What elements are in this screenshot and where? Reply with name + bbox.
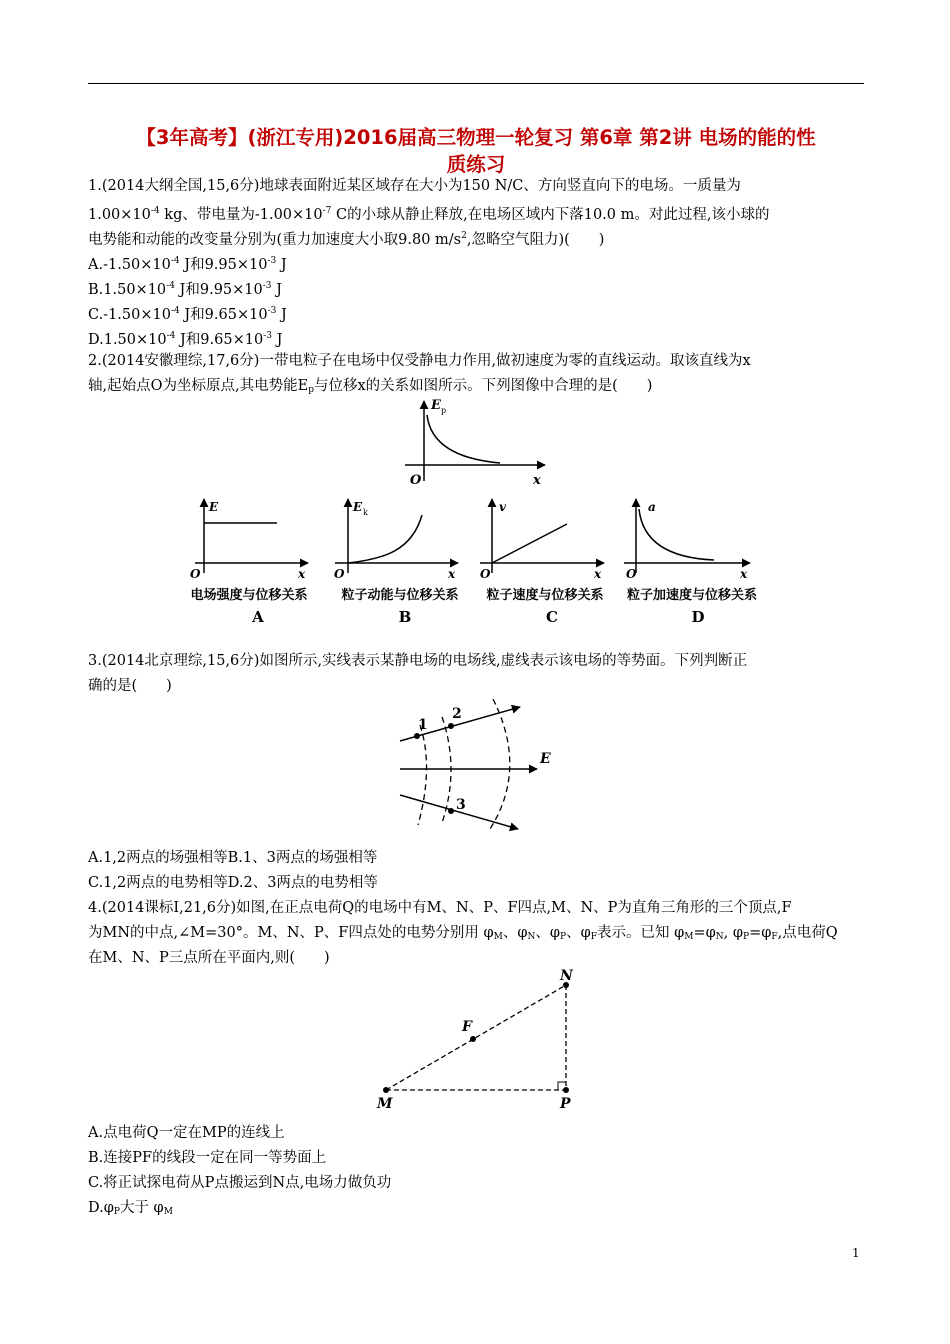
q3-point-3-label: 3 <box>456 797 466 813</box>
q2-main-y-label: E <box>431 398 441 413</box>
q2-main-x-label: x <box>533 473 541 488</box>
q2-graph-b-caption: 粒子动能与位移关系 <box>341 588 459 603</box>
q2-graph-c-caption: 粒子速度与位移关系 <box>486 588 604 603</box>
q2-main-y-sub: p <box>441 406 447 415</box>
q2-graph-a-origin: O <box>190 567 201 581</box>
q2-graph-d-caption: 粒子加速度与位移关系 <box>626 588 758 603</box>
q3-point-2-label: 2 <box>452 706 462 722</box>
q2-graph-a-x-label: x <box>298 567 306 581</box>
q2-graph-b-y-label: E <box>353 500 363 514</box>
q2-graph-d-y-label: a <box>648 500 656 514</box>
q4-option-c: C.将正试探电荷从P点搬运到N点,电场力做负功 <box>88 1175 392 1191</box>
q4-option-d: $D.\varphi_P$大于 $\varphi_M$ <box>88 1200 173 1217</box>
q1-option-d: $D.1.50\times 10^{-4}$ J和$9.65\times 10^{-3}$ J <box>88 331 283 348</box>
q1-stem-line-2: $1.00\times 10^{-4}$ kg、带电量为$-1.00\times 10^{-7}$ C的小球从静止释放,在电场区域内下落10.0 m。对此过程,该小球的 <box>88 206 770 223</box>
q1-option-b: $B.1.50\times 10^{-4}$ J和$9.95\times 10^{-3}$ J <box>88 281 282 298</box>
q3-field-figure <box>390 697 570 837</box>
q3-field-label: E <box>540 751 551 767</box>
q1-option-a: $A.-1.50\times 10^{-4}$ J和$9.95\times 10^{-3}$ J <box>88 256 287 273</box>
q2-graph-b-letter: B <box>398 608 412 626</box>
q2-graph-c-x-label: x <box>594 567 602 581</box>
page-title <box>88 124 864 178</box>
q4-point-m-label: M <box>377 1096 393 1112</box>
q2-graph-a-y-label: E <box>209 500 219 514</box>
q2-main-graph <box>400 395 560 490</box>
q4-triangle-figure <box>370 965 590 1115</box>
q1-stem-line-1: 1.(2014大纲全国,15,6分)地球表面附近某区域存在大小为150 N/C、方向竖直向下的电场。一质量为 <box>88 178 741 194</box>
header-rule <box>88 83 864 84</box>
q2-graph-b-y-sub: k <box>363 508 368 517</box>
q4-point-n-label: N <box>560 968 573 984</box>
q3-point-1-label: 1 <box>418 717 428 733</box>
q2-graph-d-origin: O <box>626 567 637 581</box>
q2-graph-a-caption: 电场强度与位移关系 <box>190 588 308 603</box>
q2-graph-d-letter: D <box>691 608 705 626</box>
q3-stem-line-1: 3.(2014北京理综,15,6分)如图所示,实线表示某静电场的电场线,虚线表示该电场的等势面。下列判断正 <box>88 653 748 669</box>
q2-graph-d <box>624 499 757 626</box>
q2-graph-b <box>334 499 459 626</box>
q2-main-origin: O <box>410 473 422 488</box>
q2-graph-c-origin: O <box>480 567 491 581</box>
q2-option-graphs <box>180 495 780 630</box>
q3-options-line-2: C.1,2两点的电势相等D.2、3两点的电势相等 <box>88 875 378 891</box>
q2-graph-b-x-label: x <box>448 567 456 581</box>
q2-graph-c-letter: C <box>546 608 558 626</box>
q2-graph-a <box>190 499 308 626</box>
q2-graph-d-x-label: x <box>740 567 748 581</box>
q4-stem-line-2: 为MN的中点,∠M=30°。M、N、P、F四点处的电势分别用 $\varphi_M$、$\varphi_N$、$\varphi_P$、$\varphi_F$表示。已知 $\varphi_M=\varphi_N$, $\varphi_P=\varphi_F$,点电荷Q <box>88 925 838 942</box>
q2-graph-c-y-label: v <box>499 500 506 514</box>
q4-option-b: B.连接PF的线段一定在同一等势面上 <box>88 1150 327 1166</box>
title-line-2: 质练习 <box>446 153 506 176</box>
q4-stem-line-3: 在M、N、P三点所在平面内,则( ) <box>88 950 330 966</box>
q2-graph-c <box>480 499 604 626</box>
q4-stem-line-1: 4.(2014课标Ⅰ,21,6分)如图,在正点电荷Q的电场中有M、N、P、F四点,M、N、P为直角三角形的三个顶点,F <box>88 900 792 916</box>
q3-stem-line-2: 确的是( ) <box>88 678 172 694</box>
q4-option-a: A.点电荷Q一定在MP的连线上 <box>88 1125 285 1141</box>
title-line-1: 【3年高考】(浙江专用)2016届高三物理一轮复习 第6章 第2讲 电场的能的性 <box>136 126 816 149</box>
q2-stem-line-2: 轴,起始点O为坐标原点,其电势能$E_p$与位移x的关系如图所示。下列图像中合理的是( ) <box>88 378 653 395</box>
page-number: 1 <box>852 1246 860 1260</box>
q2-graph-b-origin: O <box>334 567 345 581</box>
q1-stem-line-3: 电势能和动能的改变量分别为(重力加速度大小取9.80 $m/s^2$,忽略空气阻力)( ) <box>88 231 605 248</box>
q3-options-line-1: A.1,2两点的场强相等B.1、3两点的场强相等 <box>88 850 378 866</box>
q1-option-c: $C.-1.50\times 10^{-4}$ J和$9.65\times 10^{-3}$ J <box>88 306 287 323</box>
q4-point-f-label: F <box>462 1019 472 1035</box>
q2-stem-line-1: 2.(2014安徽理综,17,6分)一带电粒子在电场中仅受静电力作用,做初速度为零的直线运动。取该直线为x <box>88 353 751 369</box>
q2-graph-a-letter: A <box>252 608 264 626</box>
q4-point-p-label: P <box>560 1096 571 1112</box>
